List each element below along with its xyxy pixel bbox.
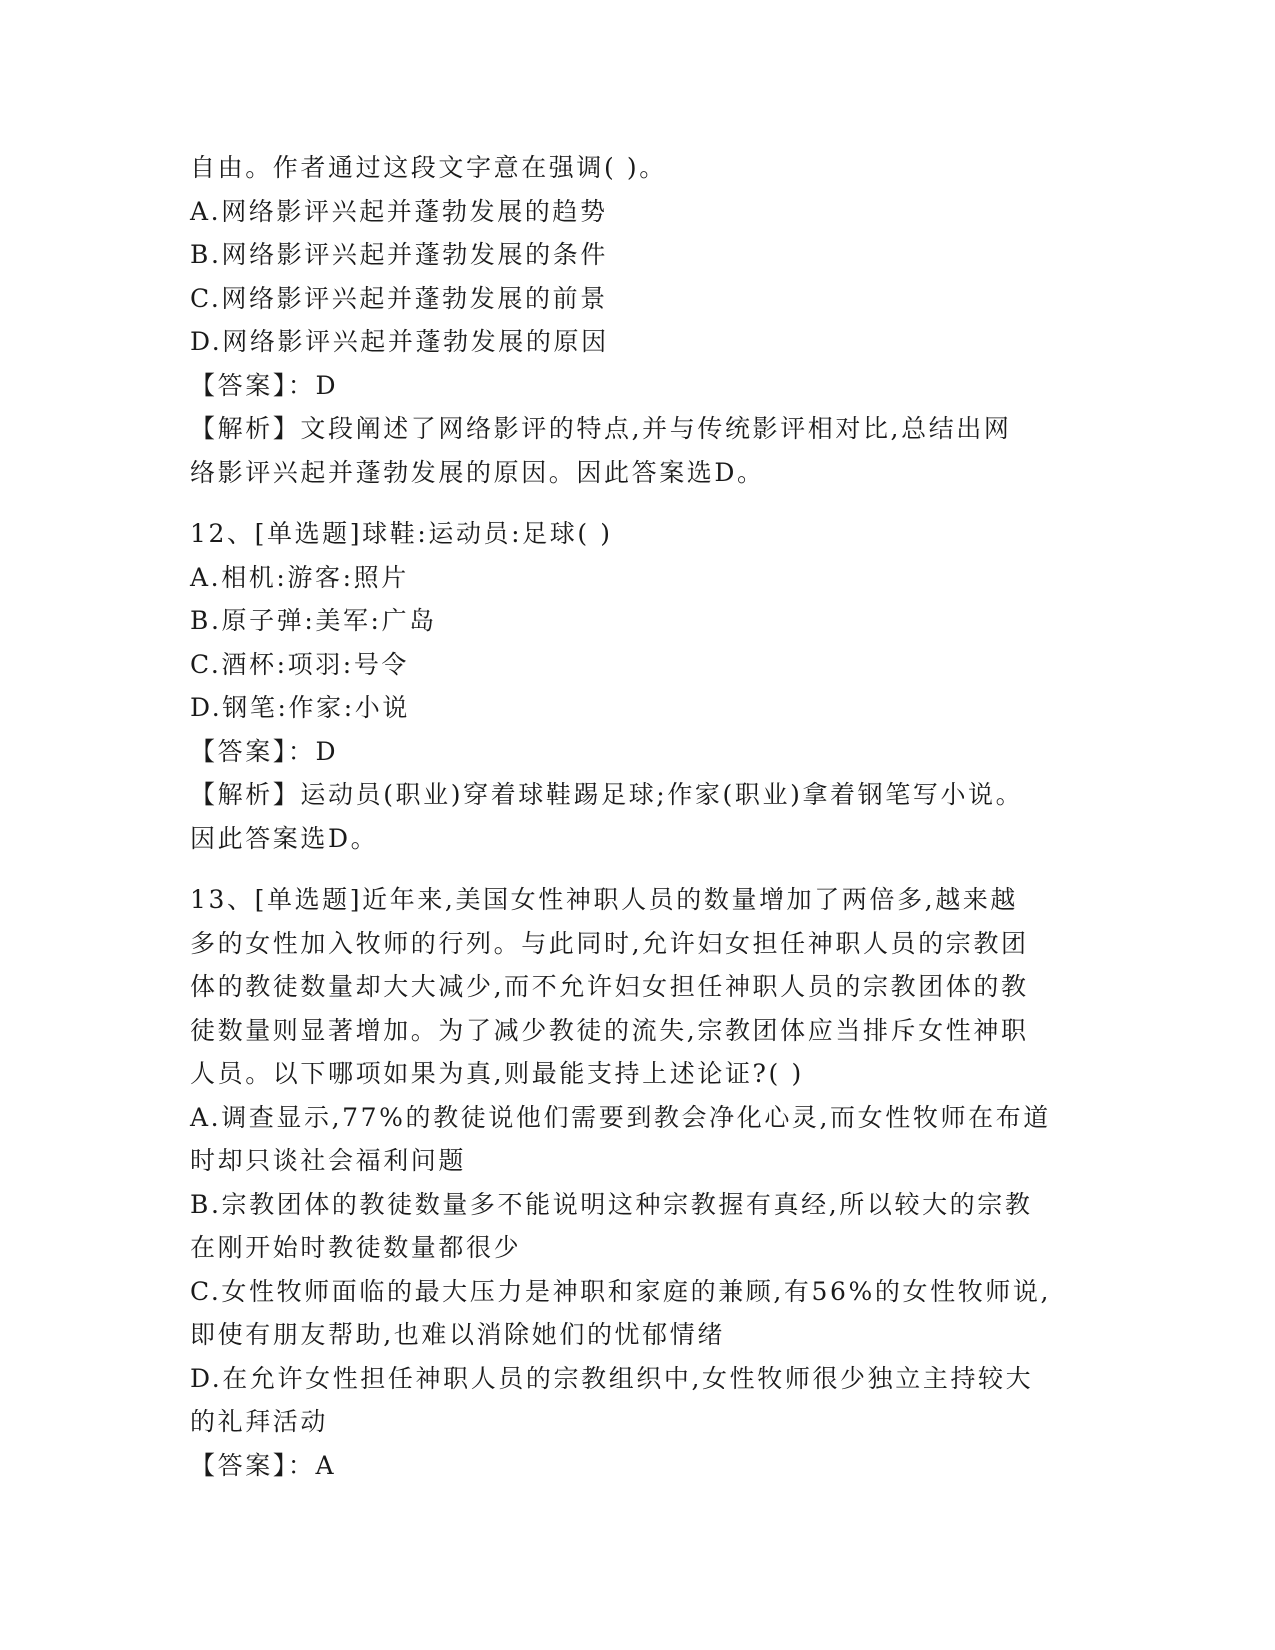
option-b: B.网络影评兴起并蓬勃发展的条件	[190, 240, 608, 269]
option-c: C.网络影评兴起并蓬勃发展的前景	[190, 283, 608, 313]
option-d: D.钢笔:作家:小说	[190, 693, 410, 722]
question-stem-line: 体的教徒数量却大大减少,而不允许妇女担任神职人员的宗教团体的教	[190, 972, 1029, 1001]
option-a: A.网络影评兴起并蓬勃发展的趋势	[190, 196, 608, 226]
option-a: A.调查显示,77%的教徒说他们需要到教会净化心灵,而女性牧师在布道	[190, 1102, 1051, 1132]
answer-line: 【答案】：D	[190, 736, 339, 766]
question-11	[190, 146, 1090, 494]
analysis-line: 络影评兴起并蓬勃发展的原因。因此答案选D。	[190, 457, 765, 487]
question-12	[190, 512, 1090, 860]
option-b: B.原子弹:美军:广岛	[190, 606, 437, 635]
page-content	[190, 146, 1090, 1487]
analysis-line: 因此答案选D。	[190, 823, 379, 853]
question-stem-line: 人员。以下哪项如果为真,则最能支持上述论证?( )	[190, 1059, 804, 1088]
option-a: A.相机:游客:照片	[190, 562, 409, 592]
question-13	[190, 878, 1090, 1487]
option-d: D.网络影评兴起并蓬勃发展的原因	[190, 327, 609, 356]
question-spacer	[190, 494, 1090, 512]
option-c: C.女性牧师面临的最大压力是神职和家庭的兼顾,有56%的女性牧师说,	[190, 1276, 1052, 1306]
answer-line: 【答案】：A	[190, 1450, 337, 1480]
answer-line: 【答案】：D	[190, 370, 339, 400]
option-b: B.宗教团体的教徒数量多不能说明这种宗教握有真经,所以较大的宗教	[190, 1189, 1033, 1219]
option-c: C.酒杯:项羽:号令	[190, 649, 410, 679]
question-stem-line: 徒数量则显著增加。为了减少教徒的流失,宗教团体应当排斥女性神职	[190, 1015, 1029, 1045]
question-spacer	[190, 860, 1090, 878]
option-d: D.在允许女性担任神职人员的宗教组织中,女性牧师很少独立主持较大	[190, 1363, 1034, 1393]
analysis-line: 【解析】文段阐述了网络影评的特点,并与传统影评相对比,总结出网	[190, 414, 1012, 443]
analysis-line: 【解析】运动员(职业)穿着球鞋踢足球;作家(职业)拿着钢笔写小说。	[190, 780, 1024, 809]
option-b-continued: 在刚开始时教徒数量都很少	[190, 1233, 522, 1262]
question-stem-line: 多的女性加入牧师的行列。与此同时,允许妇女担任神职人员的宗教团	[190, 928, 1029, 958]
option-d-continued: 的礼拜活动	[190, 1407, 329, 1436]
question-stem-line: 12、[单选题]球鞋:运动员:足球( )	[190, 519, 613, 548]
question-stem-line: 13、[单选题]近年来,美国女性神职人员的数量增加了两倍多,越来越	[190, 885, 1019, 914]
question-stem-line: 自由。作者通过这段文字意在强调( )。	[190, 153, 667, 182]
option-a-continued: 时却只谈社会福利问题	[190, 1146, 467, 1175]
option-c-continued: 即使有朋友帮助,也难以消除她们的忧郁情绪	[190, 1320, 725, 1349]
